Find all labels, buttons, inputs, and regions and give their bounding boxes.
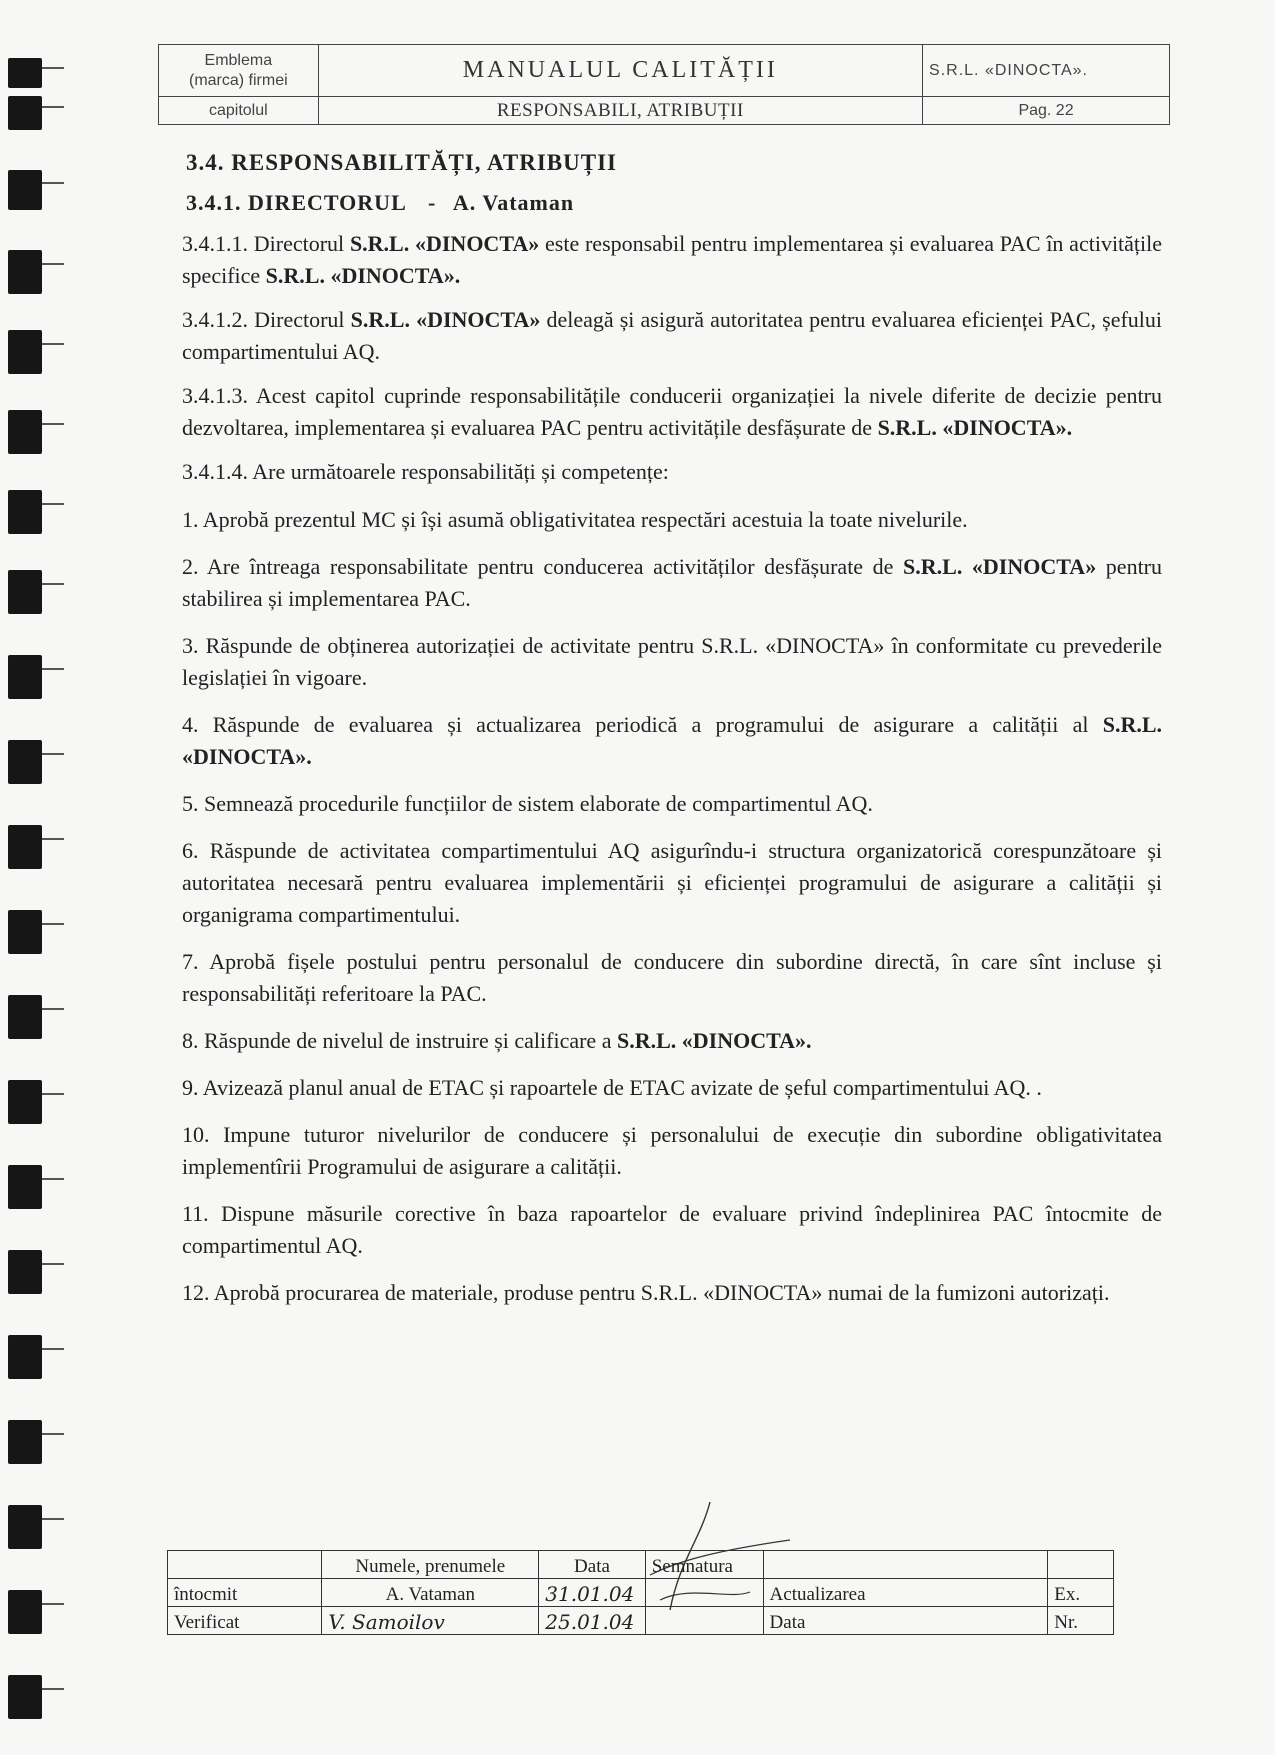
paragraph-number: 3.4.1.4.	[182, 459, 248, 484]
list-item	[182, 1198, 1162, 1262]
col-date-header: Data	[539, 1551, 645, 1579]
ex-label: Ex.	[1048, 1579, 1114, 1607]
company-ref: S.R.L. «DINOCTA».	[182, 712, 1163, 769]
company-ref: S.R.L. «DINOCTA».	[877, 415, 1073, 440]
binding-hole	[8, 655, 42, 699]
company-ref: S.R.L. «DINOCTA»	[903, 554, 1097, 579]
item-number: 12.	[182, 1280, 210, 1305]
binding-hole	[8, 825, 42, 869]
item-text: Aprobă prezentul MC și își asumă obligativitatea respectări acestuia la toate nivelurile.	[202, 507, 968, 532]
item-text: Dispune măsurile corective în baza rapoartelor de evaluare privind îndeplinirea PAC întocmite de compartimentul AQ.	[182, 1201, 1163, 1258]
item-number: 10.	[182, 1122, 210, 1147]
binding-holes	[0, 0, 72, 1755]
blank-cell	[763, 1551, 1048, 1579]
item-text: Aprobă fișele postului pentru personalul de conducere din subordine directă, în care sînt incluse și responsabilități referitoare la PAC.	[182, 949, 1162, 1006]
binding-hole	[8, 1590, 42, 1634]
document-header	[158, 44, 1170, 125]
paragraph-number: 3.4.1.3.	[182, 383, 248, 408]
manual-title: MANUALUL CALITĂȚII	[318, 45, 922, 97]
list-item	[182, 630, 1162, 694]
item-text: pentru stabilirea și implementarea PAC.	[182, 554, 1163, 611]
company-ref: S.R.L. «DINOCTA».	[616, 1028, 812, 1053]
chapter-title: RESPONSABILI, ATRIBUȚII	[318, 97, 922, 125]
binding-hole	[8, 1675, 42, 1719]
binding-hole	[8, 910, 42, 954]
list-item	[182, 1025, 1162, 1057]
paragraph-text: Acest capitol cuprinde responsabilitățile conducerii organizației la nivele diferite de decizie pentru dezvoltarea, implementarea și evaluarea PAC pentru activitățile desfășurate de	[182, 383, 1162, 440]
section-title: 3.4. RESPONSABILITĂȚI, ATRIBUȚII	[186, 150, 617, 175]
item-text: Are întreaga responsabilitate pentru conducerea activităților desfășurate de	[206, 554, 904, 579]
item-text: Răspunde de evaluarea și actualizarea periodică a programului de asigurare a calității al	[212, 712, 1103, 737]
binding-hole	[8, 410, 42, 454]
binding-hole	[8, 1165, 42, 1209]
update-label: Actualizarea	[763, 1579, 1048, 1607]
binding-hole	[8, 1420, 42, 1464]
verified-by-name: V. Samoilov	[322, 1607, 539, 1635]
list-item	[182, 835, 1162, 931]
blank-cell	[1048, 1551, 1114, 1579]
list-item	[182, 709, 1162, 773]
company-name: S.R.L. «DINOCTA».	[923, 45, 1170, 97]
binding-hole	[8, 58, 42, 88]
company-ref: S.R.L. «DINOCTA».	[265, 263, 461, 288]
binding-hole	[8, 170, 42, 210]
company-ref: S.R.L. «DINOCTA»	[349, 231, 540, 256]
page-number: Pag. 22	[923, 97, 1170, 125]
paragraph-text: Directorul	[253, 231, 350, 256]
paragraph-text: Are următoarele responsabilități și competențe:	[252, 459, 669, 484]
item-number: 2.	[182, 554, 199, 579]
paragraph	[182, 228, 1162, 292]
paragraph-number: 3.4.1.2.	[182, 307, 248, 332]
emblem-sublabel: (marca) firmei	[188, 71, 288, 89]
paragraph	[182, 456, 1162, 488]
item-number: 5.	[182, 791, 199, 816]
paragraph-text: deleagă și asigură autoritatea pentru evaluarea eficienței PAC, șefului compartimentului AQ.	[182, 307, 1163, 364]
list-item	[182, 1119, 1162, 1183]
chapter-label: capitolul	[159, 97, 319, 125]
list-item	[182, 1277, 1162, 1309]
item-number: 9.	[182, 1075, 199, 1100]
binding-hole	[8, 490, 42, 534]
subsection-title	[186, 190, 1162, 216]
document-body	[182, 150, 1162, 1324]
date-label: Data	[763, 1607, 1048, 1635]
subsection-number-title: 3.4.1. DIRECTORUL	[186, 190, 406, 215]
paragraph-text: Directorul	[254, 307, 351, 332]
binding-hole	[8, 740, 42, 784]
binding-hole	[8, 96, 42, 130]
item-text: Răspunde de obținerea autorizației de activitate pentru S.R.L. «DINOCTA» în conformitate cu prevederile legislației în vigoare.	[182, 633, 1162, 690]
emblem-cell	[159, 45, 319, 97]
prepared-by-name: A. Vataman	[322, 1579, 539, 1607]
paragraph-text: este responsabil pentru implementarea și evaluarea PAC în activitățile specifice	[182, 231, 1163, 288]
col-sign-header: Semnatura	[645, 1551, 763, 1579]
item-number: 3.	[182, 633, 199, 658]
row-label-prepared: întocmit	[168, 1579, 322, 1607]
item-number: 7.	[182, 949, 199, 974]
prepared-signature	[645, 1579, 763, 1607]
binding-hole	[8, 1250, 42, 1294]
paragraph-number: 3.4.1.1.	[182, 231, 248, 256]
list-item	[182, 504, 1162, 536]
item-number: 1.	[182, 507, 199, 532]
item-number: 6.	[182, 838, 199, 863]
director-name: A. Vataman	[452, 190, 575, 215]
company-ref: S.R.L. «DINOCTA»	[350, 307, 541, 332]
binding-hole	[8, 250, 42, 294]
paragraph	[182, 380, 1162, 444]
list-item	[182, 1072, 1162, 1104]
item-text: Aprobă procurarea de materiale, produse pentru S.R.L. «DINOCTA» numai de la fumizoni autorizați.	[213, 1280, 1110, 1305]
verified-signature	[645, 1607, 763, 1635]
item-text: Răspunde de nivelul de instruire și calificare a	[204, 1028, 617, 1053]
subsection-dash: -	[428, 190, 437, 215]
col-name-header: Numele, prenumele	[322, 1551, 539, 1579]
binding-hole	[8, 995, 42, 1039]
prepared-date: 31.01.04	[539, 1579, 645, 1607]
item-number: 4.	[182, 712, 199, 737]
item-number: 11.	[182, 1201, 209, 1226]
nr-label: Nr.	[1048, 1607, 1114, 1635]
verified-date: 25.01.04	[539, 1607, 645, 1635]
item-text: Semnează procedurile funcțiilor de sistem elaborate de compartimentul AQ.	[204, 791, 873, 816]
list-item	[182, 788, 1162, 820]
binding-hole	[8, 1505, 42, 1549]
row-label-verified: Verificat	[168, 1607, 322, 1635]
blank-cell	[168, 1551, 322, 1579]
emblem-label: Emblema	[204, 51, 273, 69]
approval-table	[167, 1550, 1114, 1635]
item-number: 8.	[182, 1028, 199, 1053]
item-text: Răspunde de activitatea compartimentului AQ asigurîndu-i structura organizatorică corespunzătoare și autoritatea necesară pentru evaluarea implementării și eficienței programului de asigurare a calității și organigrama compartimentului.	[182, 838, 1162, 927]
paragraph	[182, 304, 1162, 368]
item-text: Impune tuturor nivelurilor de conducere și personalului de execuție din subordine obligativitatea implementîrii Programului de asigurare a calității.	[182, 1122, 1163, 1179]
binding-hole	[8, 1335, 42, 1379]
list-item	[182, 946, 1162, 1010]
item-text: Avizează planul anual de ETAC și rapoartele de ETAC avizate de șeful compartimentului AQ. .	[202, 1075, 1042, 1100]
binding-hole	[8, 330, 42, 374]
binding-hole	[8, 570, 42, 614]
binding-hole	[8, 1080, 42, 1124]
list-item	[182, 551, 1162, 615]
